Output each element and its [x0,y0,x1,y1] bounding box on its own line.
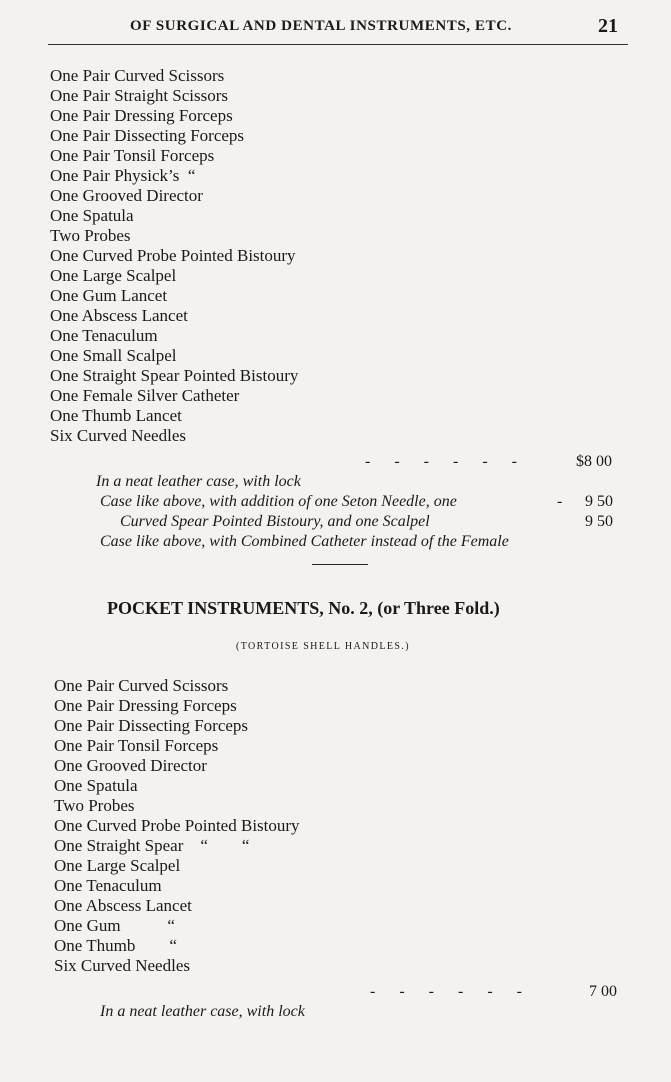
list-item: One Pair Dressing Forceps [50,106,233,125]
list-item: One Thumb “ [54,936,177,955]
list-item: One Abscess Lancet [54,896,192,915]
list-item: One Pair Tonsil Forceps [54,736,219,755]
variant-description: Case like above, with Combined Catheter instead of the Female [100,533,509,550]
variant-line [72,512,632,550]
list-item: One Tenaculum [54,876,162,895]
instrument-list-1 [50,66,298,446]
variant-line [72,492,632,530]
list-item: One Pair Dressing Forceps [54,696,237,715]
list-item: One Pair Straight Scissors [50,86,229,105]
leader-dashes: - - - - - - [370,983,522,1000]
page-number: 21 [598,15,618,37]
list-item: One Small Scalpel [50,346,177,365]
leader-dashes: - - - - - - [365,453,517,470]
case-pricing-1 [72,452,632,550]
list-item: Six Curved Needles [50,426,186,445]
running-title: OF SURGICAL AND DENTAL INSTRUMENTS, ETC. [130,18,512,34]
variant-description: Curved Spear Pointed Bistoury, and one Scalpel [120,513,430,530]
case-line [76,982,636,1020]
case-price: 7 00 [589,983,617,1000]
list-item: One Spatula [54,776,138,795]
case-price: $8 00 [576,453,612,470]
list-item: One Grooved Director [54,756,207,775]
instrument-list-2 [54,676,300,976]
list-item: One Gum Lancet [50,286,168,305]
list-item: One Pair Tonsil Forceps [50,146,215,165]
list-item: One Gum “ [54,916,175,935]
list-item: One Tenaculum [50,326,158,345]
list-item: One Straight Spear “ “ [54,836,250,855]
list-item: One Female Silver Catheter [50,386,240,405]
section-title: POCKET INSTRUMENTS, No. 2, (or Three Fold.) [107,598,500,618]
list-item: Six Curved Needles [54,956,190,975]
list-item: One Large Scalpel [50,266,177,285]
list-item: One Large Scalpel [54,856,181,875]
list-item: One Curved Probe Pointed Bistoury [50,246,296,265]
variant-price: 9 50 [585,513,613,530]
list-item: One Pair Curved Scissors [50,66,225,85]
list-item: One Thumb Lancet [50,406,182,425]
list-item: One Grooved Director [50,186,203,205]
case-description: In a neat leather case, with lock [96,473,301,490]
list-item: One Spatula [50,206,134,225]
variant-description: Case like above, with addition of one Seton Needle, one [100,493,457,510]
variant-price: 9 50 [585,493,613,510]
case-pricing-2 [76,982,636,1020]
leader-dashes: - [557,493,563,510]
list-item: One Curved Probe Pointed Bistoury [54,816,300,835]
section-subtitle: (TORTOISE SHELL HANDLES.) [236,641,410,652]
list-item: Two Probes [50,226,131,245]
case-description: In a neat leather case, with lock [100,1003,305,1020]
list-item: One Abscess Lancet [50,306,188,325]
list-item: Two Probes [54,796,135,815]
list-item: One Pair Dissecting Forceps [50,126,245,145]
list-item: One Straight Spear Pointed Bistoury [50,366,299,385]
running-head [48,12,628,45]
section-divider [312,564,368,565]
list-item: One Pair Dissecting Forceps [54,716,249,735]
case-line [72,452,632,490]
list-item: One Pair Curved Scissors [54,676,229,695]
list-item: One Pair Physick’s “ [50,166,196,185]
